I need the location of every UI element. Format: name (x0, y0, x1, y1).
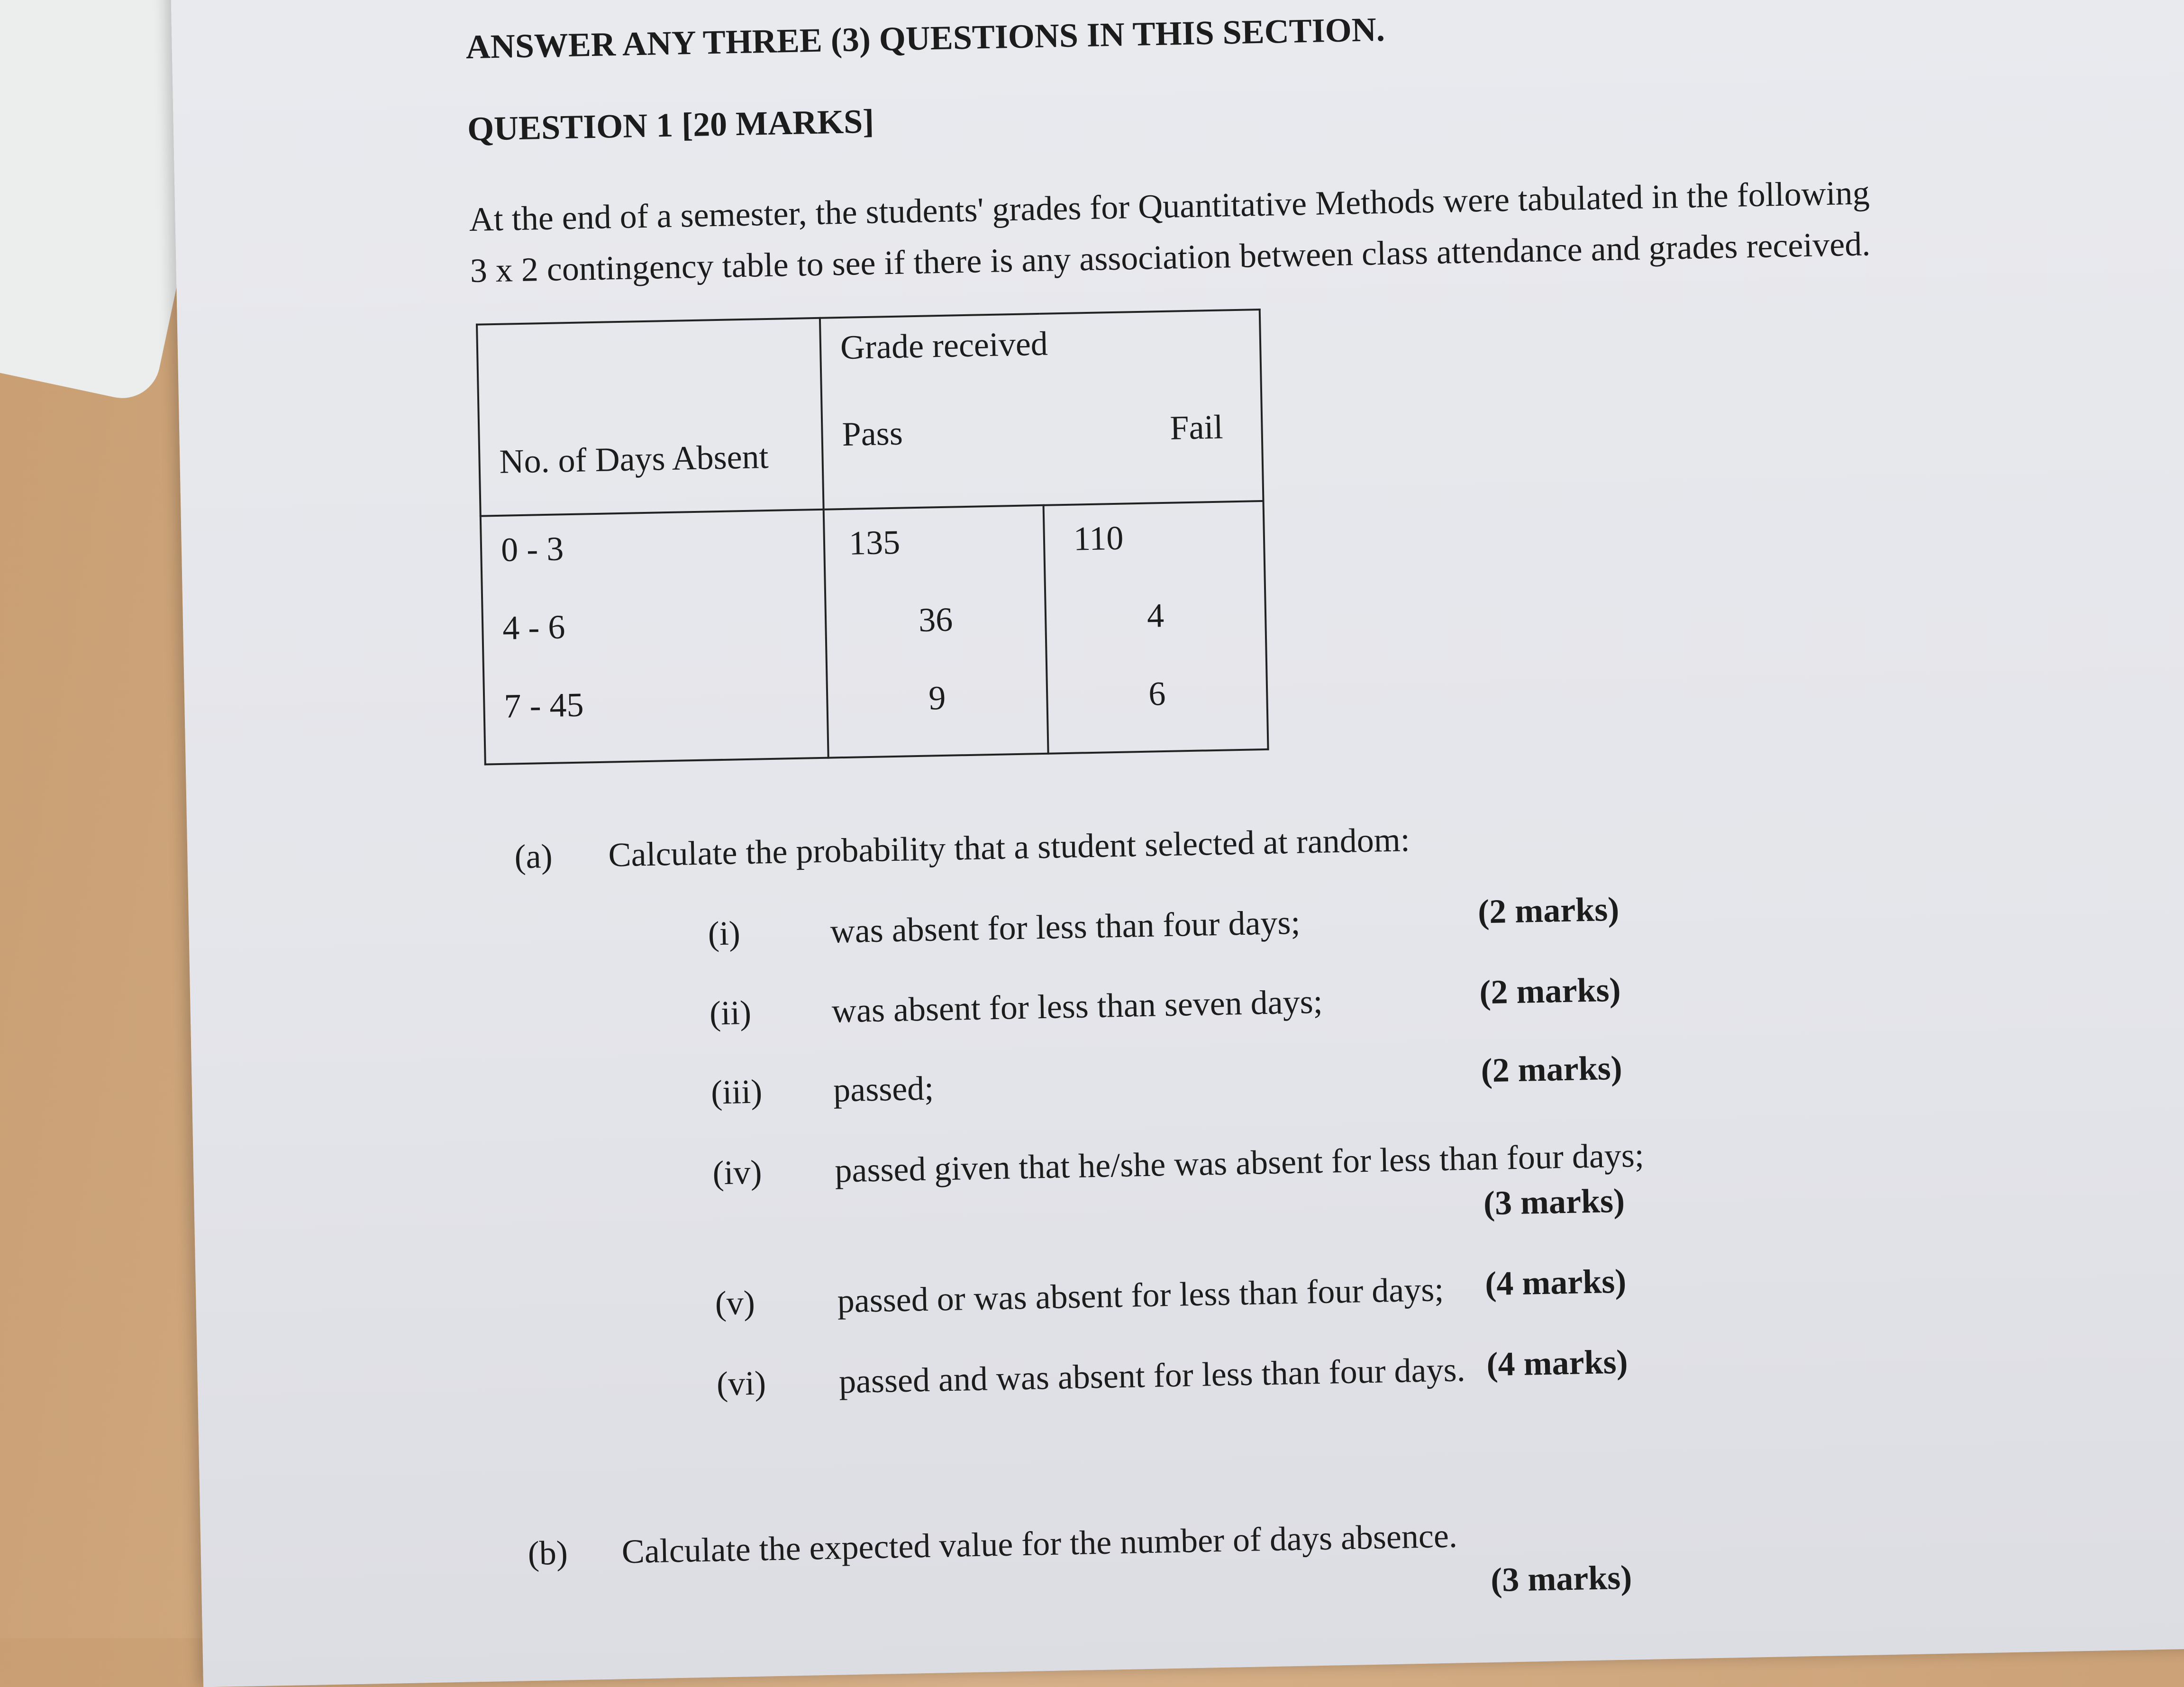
marks-label: (2 marks) (1480, 1049, 1623, 1090)
item-label: (i) (708, 914, 741, 953)
pass-cell: 36 (918, 600, 953, 639)
marks-label: (3 marks) (1490, 1558, 1632, 1599)
marks-label: (4 marks) (1486, 1342, 1629, 1384)
item-v (715, 1270, 1444, 1323)
item-text: passed; (833, 1069, 934, 1109)
item-text: passed or was absent for less than four days; (837, 1270, 1444, 1320)
marks-label: (4 marks) (1484, 1262, 1627, 1303)
pass-column (824, 505, 1048, 758)
item-text: was absent for less than seven days; (831, 982, 1323, 1030)
pass-header: Pass (841, 414, 903, 453)
contingency-table (476, 309, 1269, 766)
fail-header: Fail (1169, 408, 1224, 447)
grade-header-cell (820, 310, 1264, 510)
fail-column (1044, 501, 1268, 754)
item-label: (iii) (710, 1072, 763, 1112)
item-label: (v) (714, 1283, 755, 1322)
pass-cell: 135 (848, 523, 901, 562)
item-label: (iv) (712, 1153, 763, 1192)
part-b (528, 1516, 1457, 1573)
item-label: (ii) (709, 993, 752, 1032)
item-ii (709, 982, 1323, 1033)
item-text: passed given that he/she was absent for less than four days; (834, 1136, 1645, 1190)
item-i (708, 903, 1301, 954)
table-body-row (481, 501, 1268, 765)
part-b-label: (b) (528, 1533, 568, 1573)
question-intro: At the end of a semester, the students' grades for Quantitative Methods were tabulated in the following 3 x 2 contingency table to see if there is any association between class attendance and grades received. (469, 173, 1871, 290)
item-iii (710, 1069, 934, 1113)
part-b-text: Calculate the expected value for the number of days absence. (621, 1516, 1458, 1571)
pass-cell: 9 (928, 678, 946, 717)
fail-cell: 4 (1147, 596, 1165, 635)
range-cell: 0 - 3 (500, 529, 564, 569)
range-cell: 4 - 6 (502, 608, 566, 647)
section-instruction: ANSWER ANY THREE (3) QUESTIONS IN THIS SECTION. (465, 10, 1385, 66)
table-header-row (477, 310, 1263, 516)
part-a (514, 820, 1410, 876)
part-a-text: Calculate the probability that a student selected at random: (608, 821, 1410, 874)
exam-content (465, 0, 2082, 296)
item-text: was absent for less than four days; (829, 903, 1301, 950)
item-label: (vi) (716, 1364, 766, 1403)
fail-cell: 6 (1148, 674, 1166, 713)
range-cell: 7 - 45 (503, 685, 584, 725)
marks-label: (2 marks) (1477, 890, 1620, 931)
question-title: QUESTION 1 [20 MARKS] (467, 102, 874, 148)
item-text: passed and was absent for less than four days. (838, 1350, 1466, 1401)
marks-label: (2 marks) (1479, 970, 1621, 1012)
range-column (481, 510, 828, 765)
days-absent-header: No. of Days Absent (477, 318, 824, 516)
grade-received-header: Grade received (840, 324, 1048, 367)
item-vi (716, 1350, 1465, 1404)
fail-cell: 110 (1073, 519, 1124, 558)
pass-fail-header (822, 359, 1261, 455)
marks-label: (3 marks) (1483, 1181, 1625, 1222)
exam-sheet (171, 0, 2184, 1687)
part-a-label: (a) (514, 837, 553, 876)
